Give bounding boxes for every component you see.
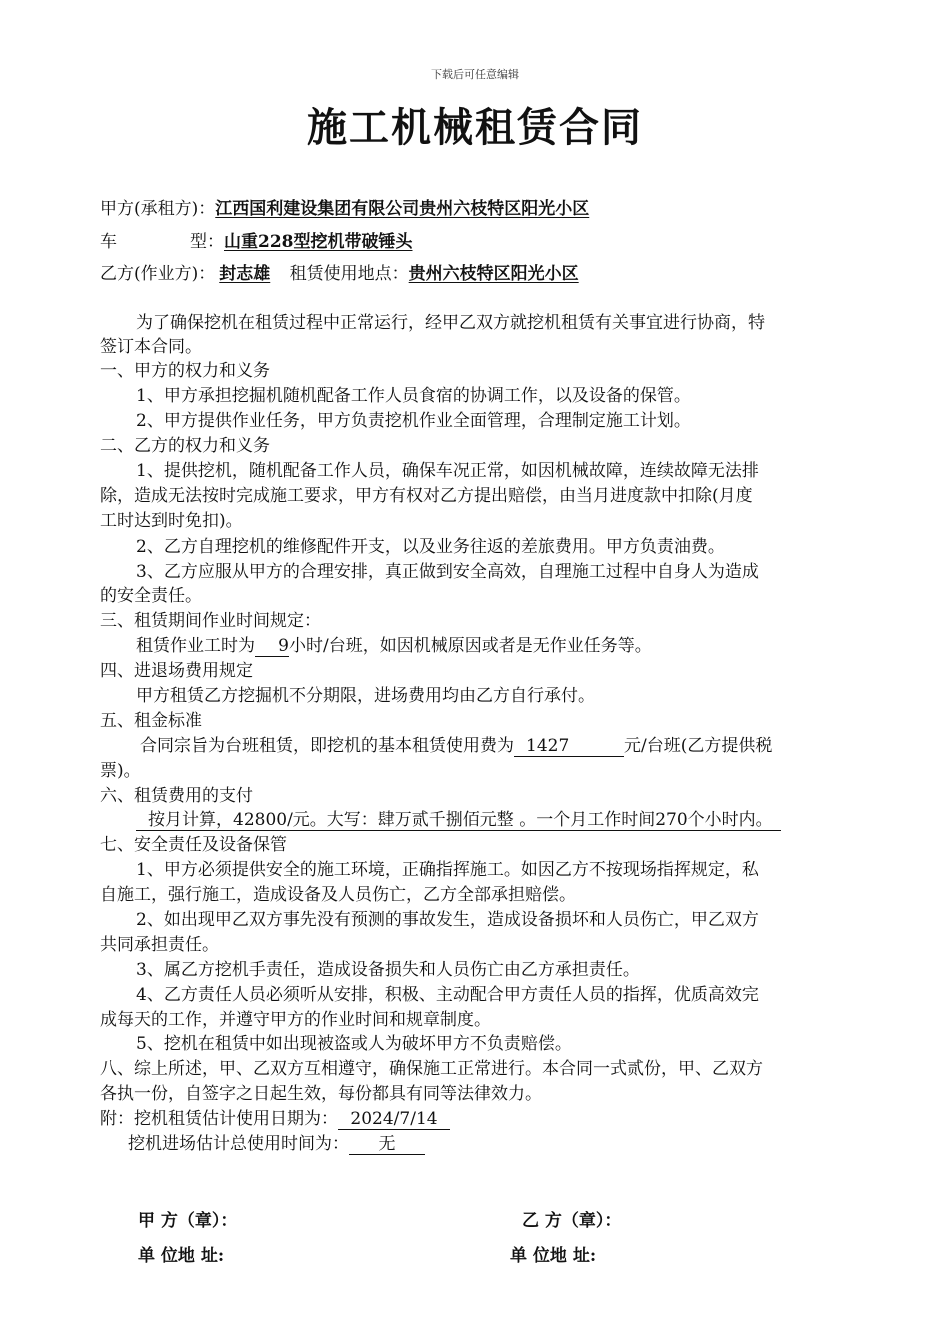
rental-price-value: 1427 (514, 736, 624, 757)
section-4-body: 甲方租赁乙方挖掘机不分期限，进场费用均由乙方自行承付。 (136, 686, 595, 706)
section-6-body (136, 808, 781, 832)
appendix-duration-value: 无 (349, 1134, 425, 1155)
appendix-date-row (100, 1107, 450, 1131)
section-1-item-2: 2、甲方提供作业任务，甲方负责挖机作业全面管理，合理制定施工计划。 (136, 411, 691, 431)
vehicle-label-1: 车 (100, 232, 117, 252)
section-7-item-4-line-1: 4、乙方责任人员必须听从安排，积极、主动配合甲方责任人员的指挥，优质高效完 (136, 985, 759, 1005)
party-a-address-label: 单 位地 址: (138, 1246, 225, 1266)
section-7-item-2-line-2: 共同承担责任。 (100, 935, 219, 955)
section-2-item-3-line-1: 3、乙方应服从甲方的合理安排，真正做到安全高效，自理施工过程中自身人为造成 (136, 562, 759, 582)
section-2-item-2: 2、乙方自理挖机的维修配件开支，以及业务往返的差旅费用。甲方负责油费。 (136, 537, 725, 557)
party-b-address-label: 单 位地 址: (510, 1246, 597, 1266)
section-2-item-3-line-2: 的安全责任。 (100, 586, 202, 606)
location-label: 租赁使用地点： (289, 264, 409, 284)
appendix-date-label: 附：挖机租赁估计使用日期为： (100, 1109, 338, 1129)
party-b-row (100, 262, 589, 286)
vehicle-value: 山重228型挖机带破锤头 (224, 232, 413, 252)
party-b-seal-label: 乙 方（章）： (522, 1211, 622, 1231)
section-2-item-1-line-2: 除，造成无法按时完成施工要求，甲方有权对乙方提出赔偿，由当月进度款中扣除(月度 (100, 486, 753, 506)
party-a-seal-label: 甲 方（章）： (138, 1211, 238, 1231)
section-3-title: 三、租赁期间作业时间规定： (100, 611, 321, 631)
intro-line-2: 签订本合同。 (100, 337, 202, 357)
section-2-title: 二、乙方的权力和义务 (100, 436, 270, 456)
section-2-item-1-line-1: 1、提供挖机，随机配备工作人员，确保车况正常，如因机械故障，连续故障无法排 (136, 461, 759, 481)
section-7-item-4-line-2: 成每天的工作，并遵守甲方的作业时间和规章制度。 (100, 1010, 491, 1030)
section-7-item-5: 5、挖机在租赁中如出现被盗或人为破坏甲方不负责赔偿。 (136, 1034, 572, 1054)
appendix-date-value: 2024/7/14 (338, 1109, 450, 1130)
section-3-post: 小时/台班，如因机械原因或者是无作业任务等。 (289, 636, 652, 656)
section-5-pre: 合同宗旨为台班租赁，即挖机的基本租赁使用费为 (140, 736, 514, 756)
section-7-item-3: 3、属乙方挖机手责任，造成设备损失和人员伤亡由乙方承担责任。 (136, 960, 640, 980)
section-3-pre: 租赁作业工时为 (136, 636, 255, 656)
section-7-title: 七、安全责任及设备保管 (100, 835, 287, 855)
section-5-tail: 票)。 (100, 761, 141, 781)
vehicle-label-2: 型： (190, 232, 224, 252)
payment-terms-value: 按月计算，42800/元。大写：肆万贰千捌佰元整 。一个月工作时间270个小时内。 (136, 810, 781, 831)
section-7-item-1-line-1: 1、甲方必须提供安全的施工环境，正确指挥施工。如因乙方不按现场指挥规定，私 (136, 860, 759, 880)
section-5-title: 五、租金标准 (100, 711, 202, 731)
section-8-line-1: 八、综上所述，甲、乙双方互相遵守，确保施工正常进行。本合同一式贰份，甲、乙双方 (100, 1059, 763, 1079)
work-hours-value: 9 (255, 636, 289, 657)
vehicle-row-value (190, 230, 413, 254)
vehicle-row (100, 230, 117, 254)
section-7-item-1-line-2: 自施工，强行施工，造成设备及人员伤亡，乙方全部承担赔偿。 (100, 885, 576, 905)
intro-line-1: 为了确保挖机在租赁过程中正常运行，经甲乙双方就挖机租赁有关事宜进行协商，特 (136, 313, 765, 333)
party-a-value: 江西国利建设集团有限公司贵州六枝特区阳光小区 (215, 199, 590, 219)
section-8-line-2: 各执一份，自签字之日起生效，每份都具有同等法律效力。 (100, 1084, 542, 1104)
section-7-item-2-line-1: 2、如出现甲乙双方事先没有预测的事故发生，造成设备损坏和人员伤亡，甲乙双方 (136, 910, 759, 930)
party-a-label: 甲方(承租方)： (100, 199, 216, 219)
appendix-duration-label: 挖机进场估计总使用时间为： (128, 1134, 349, 1154)
party-b-label: 乙方(作业方)： (100, 264, 216, 284)
contract-title: 施工机械租赁合同 (307, 104, 643, 151)
party-a-row (100, 197, 589, 221)
section-4-title: 四、进退场费用规定 (100, 661, 253, 681)
section-6-title: 六、租赁费用的支付 (100, 786, 253, 806)
section-3-body (136, 634, 652, 658)
section-1-title: 一、甲方的权力和义务 (100, 361, 270, 381)
section-5-body (140, 734, 772, 758)
header-note: 下载后可任意编辑 (431, 68, 519, 81)
section-5-post: 元/台班(乙方提供税 (624, 736, 773, 756)
section-2-item-1-line-3: 工时达到时免扣)。 (100, 511, 243, 531)
location-value: 贵州六枝特区阳光小区 (408, 264, 579, 284)
appendix-duration-row (128, 1132, 425, 1156)
party-b-value: 封志雄 (219, 264, 271, 284)
section-1-item-1: 1、甲方承担挖掘机随机配备工作人员食宿的协调工作，以及设备的保管。 (136, 386, 691, 406)
